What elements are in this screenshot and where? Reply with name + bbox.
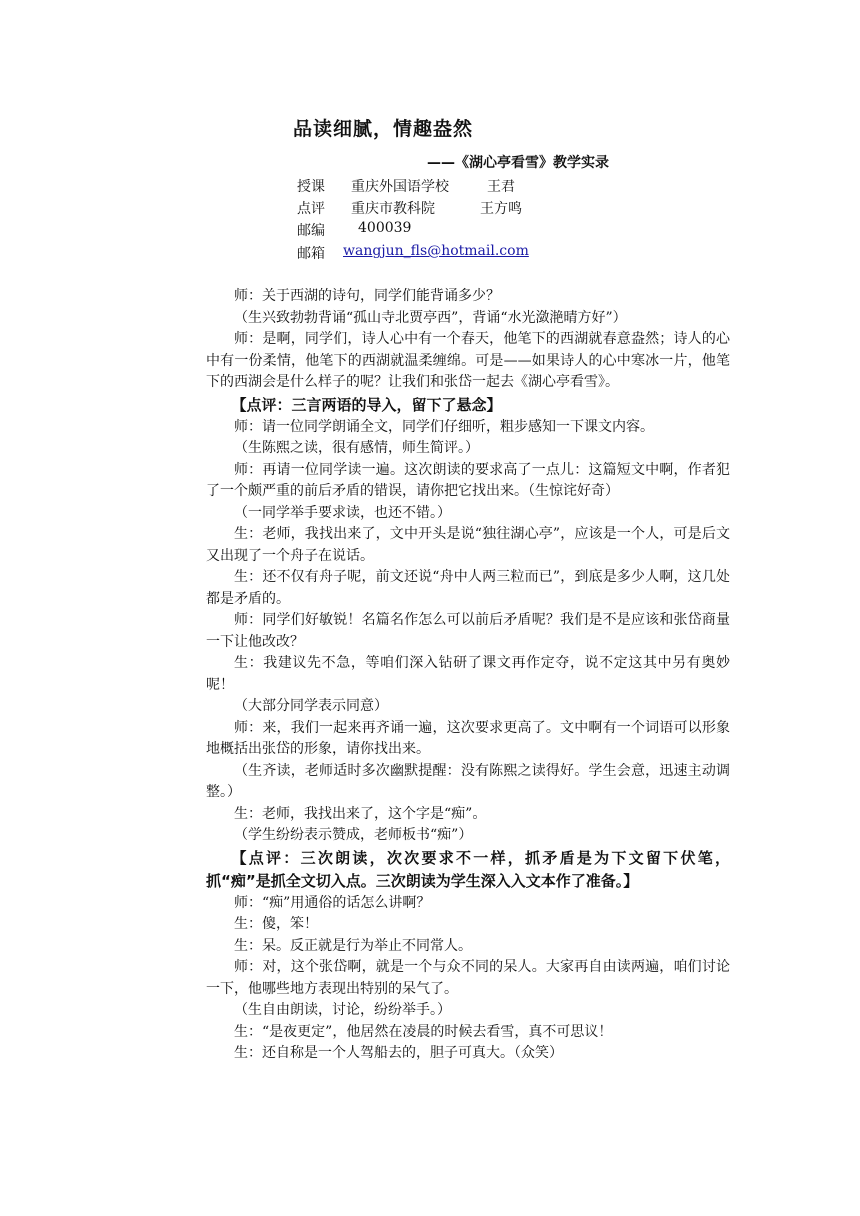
paragraph: （生齐读，老师适时多次幽默提醒：没有陈熙之读得好。学生会意，迅速主动调整。） [206,762,730,800]
paragraph: 生：老师，我找出来了，文中开头是说“独往湖心亭”，应该是一个人，可是后文又出现了一个舟子在说话。 [206,526,730,564]
paragraph: 生：呆。反正就是行为举止不同常人。 [234,937,472,954]
meta-review-name: 王方鸣 [480,201,522,217]
paragraph: 师：对，这个张岱啊，就是一个与众不同的呆人。大家再自由读两遍，咱们讨论一下，他哪些地方表现出特别的呆气了。 [206,959,730,997]
document-subtitle: ——《湖心亭看雪》教学实录 [427,155,609,171]
paragraph: 师：来，我们一起来再齐诵一遍，这次要求更高了。文中啊有一个词语可以形象地概括出张岱的形象，请你找出来。 [206,719,730,757]
paragraph: 师：请一位同学朗诵全文，同学们仔细听，粗步感知一下课文内容。 [234,418,654,435]
meta-email-label: 邮箱 [297,246,325,262]
meta-zip-label: 邮编 [297,223,325,239]
paragraph: 生：“是夜更定”，他居然在凌晨的时候去看雪，真不可思议！ [234,1023,613,1040]
paragraph: 生：我建议先不急，等咱们深入钻研了课文再作定夺，说不定这其中另有奥妙呢！ [206,655,730,693]
paragraph: 师：同学们好敏锐！名篇名作怎么可以前后矛盾呢？我们是不是应该和张岱商量一下让他改改？ [206,612,730,650]
meta-teach-school: 重庆外国语学校 [351,179,449,195]
paragraph: （学生纷纷表示赞成，老师板书“痴”） [234,827,473,843]
paragraph: （一同学举手要求读，也还不错。） [234,504,451,521]
meta-teach-label: 授课 [297,179,325,195]
paragraph: 生：老师，我找出来了，这个字是“痴”。 [234,805,487,822]
email-link[interactable]: wangjun_fls@hotmail.com [343,243,529,259]
paragraph: （生兴致勃勃背诵“孤山寺北贾亭西”，背诵“水光潋滟晴方好”） [234,309,627,326]
paragraph: （生陈熙之读，很有感情，师生简评。） [234,440,479,456]
document-title: 品读细腻，情趣盎然 [293,118,474,140]
paragraph: （生自由朗读，讨论，纷纷举手。） [234,1002,451,1018]
meta-zip-value: 400039 [358,220,412,236]
meta-review-label: 点评 [297,201,325,217]
meta-teach-name: 王君 [487,179,515,195]
meta-review-org: 重庆市教科院 [351,201,435,217]
paragraph: 师：“痴”用通俗的话怎么讲啊？ [234,894,431,911]
paragraph: 生：还不仅有舟子呢，前文还说“舟中人两三粒而已”，到底是多少人啊，这几处都是矛盾的。 [206,569,730,607]
paragraph: （大部分同学表示同意） [234,698,388,714]
paragraph: 生：还自称是一个人驾船去的，胆子可真大。（众笑） [234,1045,563,1061]
paragraph: 师：是啊，同学们，诗人心中有一个春天，他笔下的西湖就春意盎然；诗人的心中有一份柔情，他笔下的西湖就温柔缠绵。可是——如果诗人的心中寒冰一片，他笔下的西湖会是什么样子的呢？让我们和张岱一起去《湖心亭看雪》。 [206,331,730,390]
transcript-body [206,286,730,1065]
review-comment: 【点评：三次朗读，次次要求不一样，抓矛盾是为下文留下伏笔，抓“痴”是抓全文切入点。三次朗读为学生深入入文本作了准备。】 [206,848,730,890]
review-comment: 【点评：三言两语的导入，留下了悬念】 [231,395,502,414]
paragraph: 师：再请一位同学读一遍。这次朗读的要求高了一点儿：这篇短文中啊，作者犯了一个颇严重的前后矛盾的错误，请你把它找出来。（生惊诧好奇） [206,461,730,499]
paragraph: 师：关于西湖的诗句，同学们能背诵多少？ [234,288,500,304]
paragraph: 生：傻，笨！ [234,916,318,932]
